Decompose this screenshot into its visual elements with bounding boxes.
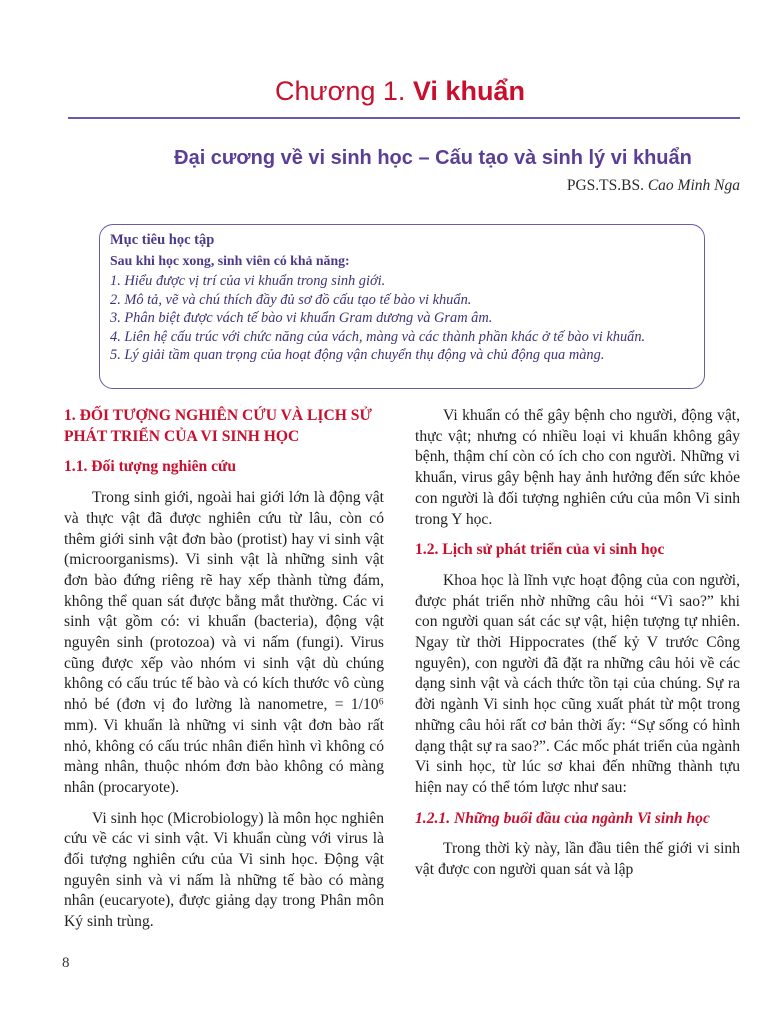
- left-column: [64, 406, 384, 943]
- heading-1-2: 1.2. Lịch sử phát triển của vi sinh học: [415, 541, 665, 559]
- chapter-name: Vi khuẩn: [412, 76, 525, 106]
- heading-1: 1. ĐỐI TƯỢNG NGHIÊN CỨU VÀ LỊCH SỬ PHÁT TRIỂN CỦA VI SINH HỌC: [64, 407, 372, 445]
- paragraph: Vi khuẩn có thể gây bệnh cho người, động vật, thực vật; nhưng có nhiều loại vi khuẩn không gây bệnh, thậm chí còn có ích cho con người. Những vi khuẩn, virus gây bệnh hay ảnh hưởng đến sức khỏe con người là đối tượng nghiên cứu của môn Vi sinh trong Y học.: [415, 407, 740, 528]
- learning-goals-box: [99, 224, 705, 389]
- chapter-title: [0, 74, 768, 108]
- learning-goal-item: 1. Hiểu được vị trí của vi khuẩn trong sinh giới.: [110, 273, 386, 289]
- chapter-divider: [68, 117, 740, 119]
- heading-1-2-1: 1.2.1. Những buổi đầu của ngành Vi sinh học: [415, 809, 710, 827]
- learning-goal-item: 2. Mô tả, vẽ và chú thích đầy đủ sơ đồ cấu tạo tế bào vi khuẩn.: [110, 291, 472, 308]
- paragraph: Trong sinh giới, ngoài hai giới lớn là động vật và thực vật đã được nghiên cứu từ lâu, còn có thêm giới sinh vật đơn bào (protist) hay vi sinh vật (microorganisms). Vi sinh vật là những sinh vật đơn bào đứng riêng rẽ hay xếp thành từng đám, không thể quan sát được bằng mắt thường. Các vi sinh vật gồm có: vi khuẩn (bacteria), động vật nguyên sinh (protozoa) và vi nấm (fungi). Virus cũng được xếp vào nhóm vi sinh vật dù chúng không có cấu trúc tế bào và có kích thước vô cùng nhỏ bé (đơn vị đo lường là nanometre, = 1/10⁶ mm). Vi khuẩn là những vi sinh vật đơn bào rất nhỏ, không có cấu trúc nhân điển hình vì không có màng nhân, thuộc nhóm đơn bào không có màng nhân (procaryote).: [64, 489, 384, 796]
- learning-goals-intro: Sau khi học xong, sinh viên có khả năng:: [110, 253, 350, 268]
- author-name: Cao Minh Nga: [647, 177, 740, 194]
- paragraph: Vi sinh học (Microbiology) là môn học nghiên cứu về các vi sinh vật. Vi khuẩn cùng với virus là đối tượng nghiên cứu của Vi sinh học. Động vật nguyên sinh và vi nấm là những tế bào có màng nhân (eucaryote), được giảng dạy trong Phân môn Ký sinh trùng.: [64, 809, 384, 931]
- chapter-prefix: Chương 1.: [275, 76, 406, 106]
- heading-1-1: 1.1. Đối tượng nghiên cứu: [64, 458, 237, 476]
- page-number: 8: [62, 955, 70, 971]
- author-line: [567, 177, 740, 195]
- right-column: [415, 406, 740, 891]
- author-degree: PGS.TS.BS.: [566, 177, 644, 194]
- learning-goal-item: 3. Phân biệt được vách tế bào vi khuẩn Gram dương và Gram âm.: [110, 310, 493, 326]
- learning-goals-list: [110, 272, 700, 365]
- learning-goals-title: Mục tiêu học tập: [110, 232, 215, 248]
- section-title: Đại cương về vi sinh học – Cấu tạo và sinh lý vi khuẩn: [174, 147, 692, 169]
- learning-goal-item: 4. Liên hệ cấu trúc với chức năng của vách, màng và các thành phần khác ở tế bào vi khuẩn.: [110, 328, 646, 345]
- learning-goal-item: 5. Lý giải tầm quan trọng của hoạt động vận chuyển thụ động và chủ động qua màng.: [110, 347, 605, 363]
- paragraph: Khoa học là lĩnh vực hoạt động của con người, được phát triển nhờ những câu hỏi “Vì sao?” khi con người quan sát các sự vật, hiện tượng tự nhiên. Ngay từ thời Hippocrates (thế kỷ V trước Công nguyên), con người đã đặt ra những câu hỏi về các dạng sinh vật và cách thức tồn tại của chúng. Sự ra đời ngành Vi sinh học cũng xuất phát từ một trong những câu hỏi rất cơ bản thời ấy: “Sự sống có hình dạng thật sự ra sao?”. Các mốc phát triển của ngành Vi sinh học, từ lúc sơ khai đến những thành tựu hiện nay có thể tóm lược như sau:: [415, 571, 740, 796]
- paragraph: Trong thời kỳ này, lần đầu tiên thế giới vi sinh vật được con người quan sát và lập: [415, 840, 740, 879]
